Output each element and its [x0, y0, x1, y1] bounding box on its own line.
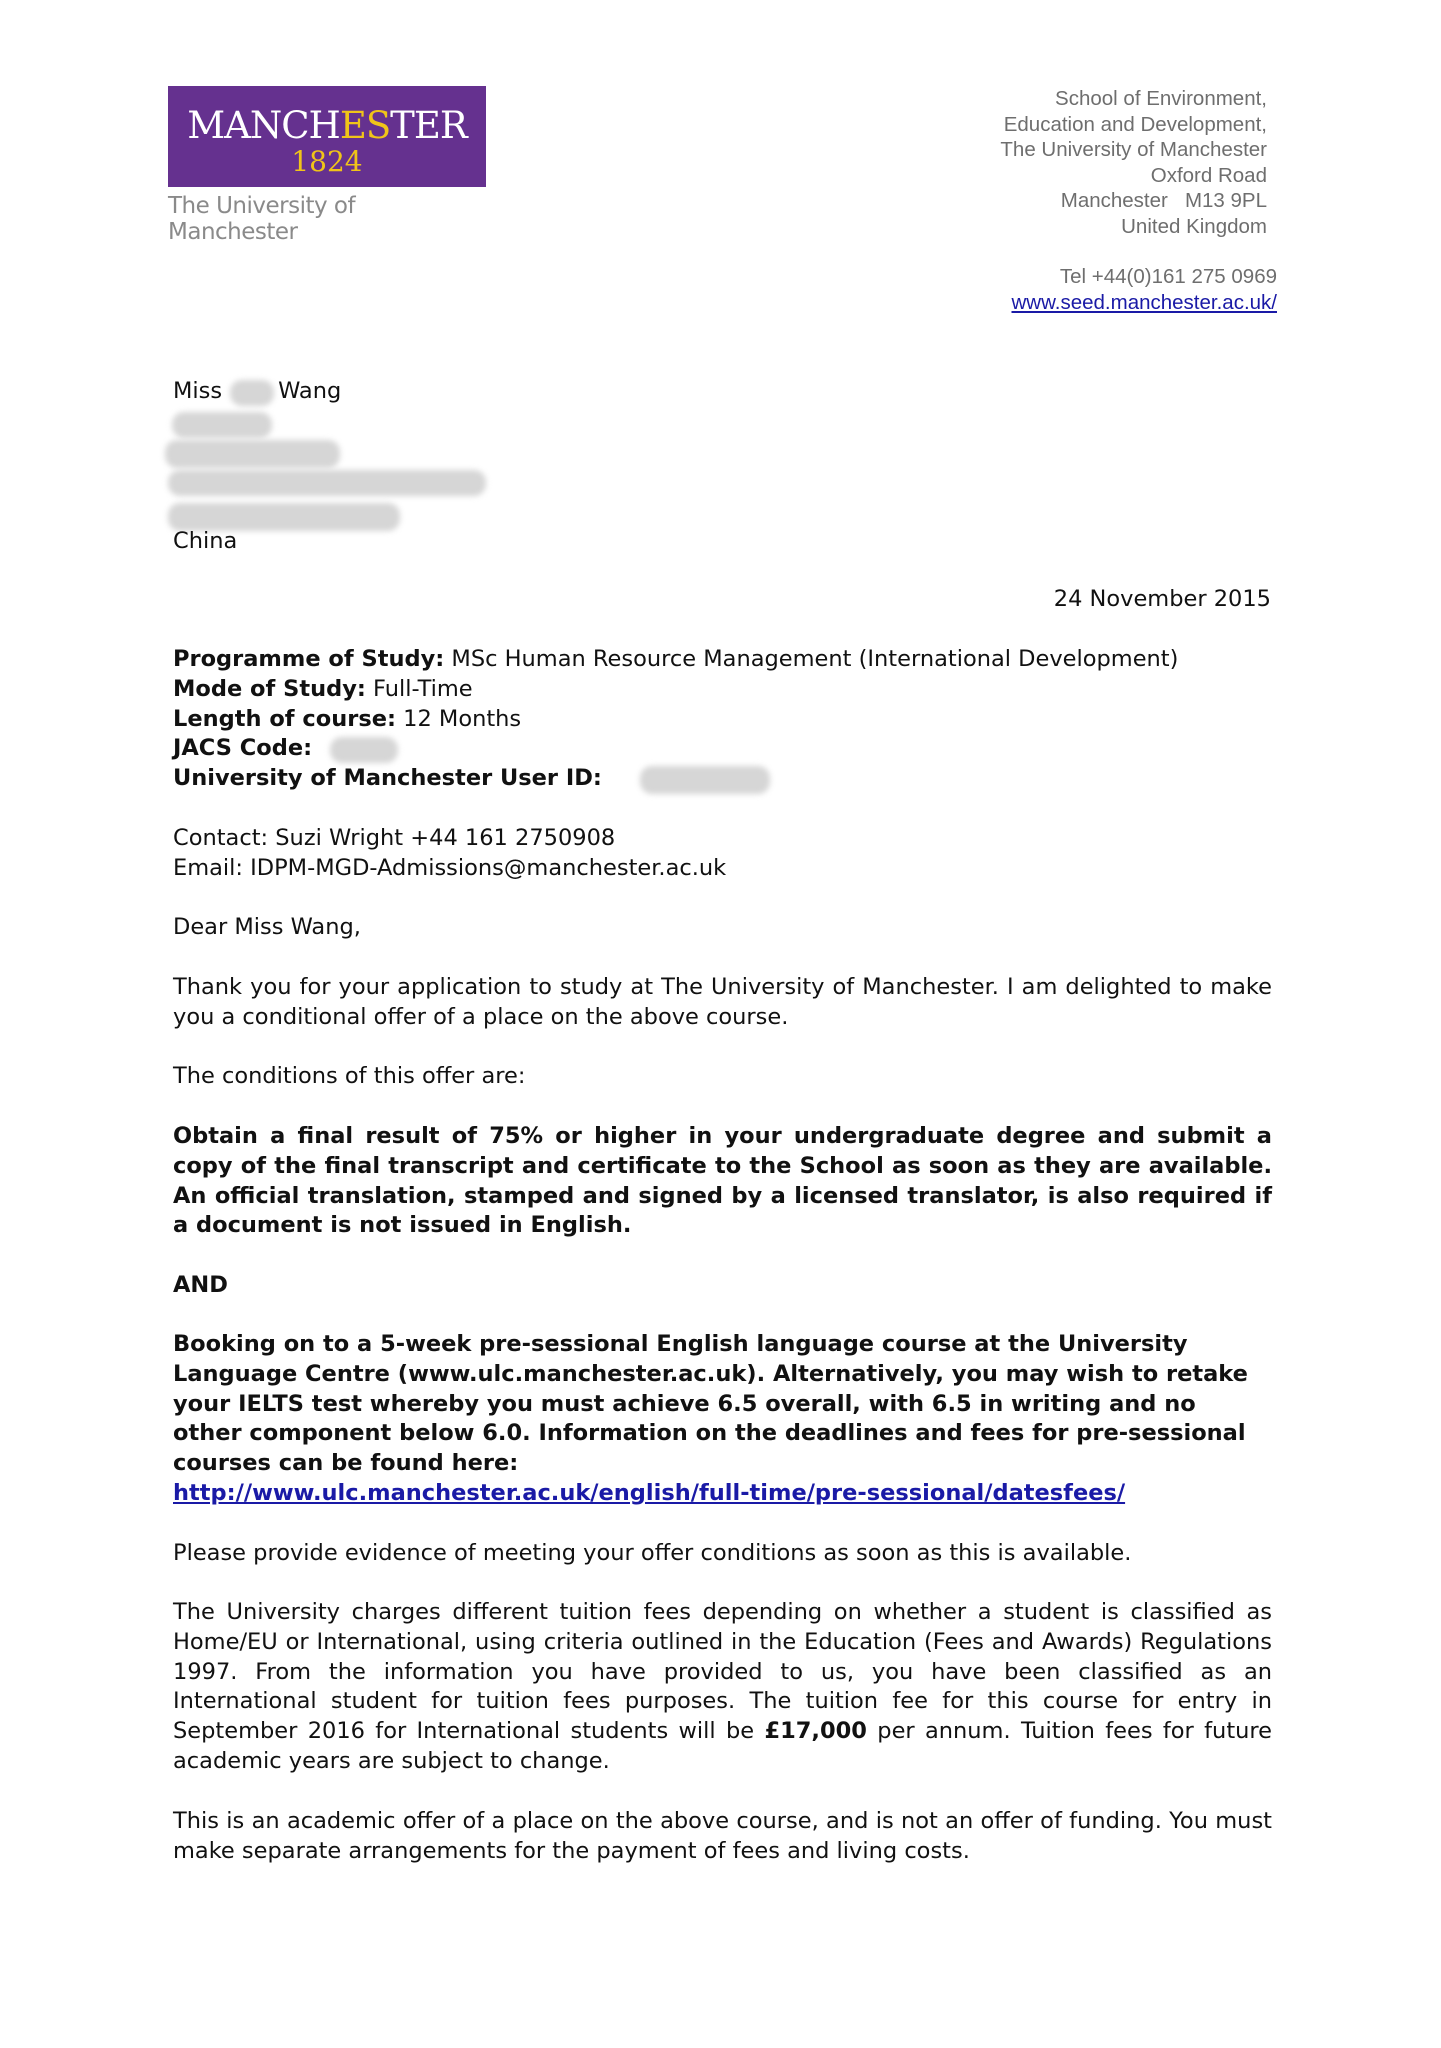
- school-website-link[interactable]: www.seed.manchester.ac.uk/: [1011, 290, 1277, 314]
- condition-1: Obtain a final result of 75% or higher in your undergraduate degree and submit a copy of the final transcript and certificate to the School as soon as they are available. An official translation, stamped and signed by a licensed translator, is also required if a document is not issued in English.: [173, 1123, 1272, 1239]
- contact-block: [173, 824, 1273, 884]
- recipient-surname: Wang: [278, 378, 342, 404]
- address-line: Education and Development,: [1003, 112, 1267, 136]
- redacted-firstname: [230, 380, 274, 406]
- address-line: United Kingdom: [1121, 214, 1267, 238]
- paragraph-fees: [173, 1598, 1272, 1777]
- conditions-and: AND: [173, 1272, 228, 1298]
- paragraph-funding: This is an academic offer of a place on the above course, and is not an offer of funding. You must make separate arrangements for the payment of fees and living costs.: [173, 1808, 1272, 1864]
- recipient-title: Miss: [173, 378, 223, 404]
- redacted-user-id: [640, 766, 770, 794]
- redacted-address-2: [165, 440, 340, 468]
- school-telephone: Tel +44(0)161 275 0969: [1059, 265, 1277, 288]
- greeting: Dear Miss Wang,: [173, 914, 361, 940]
- mode-value: Full-Time: [373, 675, 473, 702]
- email-line: Email: IDPM-MGD-Admissions@manchester.ac.uk: [173, 854, 727, 881]
- length-value: 12 Months: [403, 705, 522, 732]
- address-line: Oxford Road: [1150, 163, 1267, 187]
- condition-2-text: Booking on to a 5-week pre-sessional English language course at the University Language Centre (www.ulc.manchester.ac.uk). Alternatively, you may wish to retake your IELTS test whereby you must achieve 6.5 overall, with 6.5 in writing and no other component below 6.0. Information on the deadlines and fees for pre-sessional courses can be found here:: [173, 1331, 1248, 1477]
- address-line: School of Environment,: [1055, 87, 1267, 110]
- university-logo: [168, 86, 486, 187]
- school-address: [1000, 86, 1277, 315]
- programme-study-value: MSc Human Resource Management (International Development): [451, 646, 1179, 672]
- address-line: The University of Manchester: [1000, 138, 1267, 161]
- fees-text-b: per annum. Tuition fees for future academic years are subject to change.: [173, 1718, 1272, 1774]
- address-line: Manchester M13 9PL: [1060, 189, 1267, 212]
- length-label: Length of course:: [173, 705, 396, 732]
- presessional-fees-link[interactable]: http://www.ulc.manchester.ac.uk/english/full-time/pre-sessional/datesfees/: [173, 1479, 1126, 1506]
- jacs-label: JACS Code:: [173, 735, 313, 762]
- conditions-intro: The conditions of this offer are:: [173, 1063, 526, 1089]
- redacted-address-1: [172, 412, 272, 438]
- condition-2: [173, 1330, 1272, 1509]
- paragraph-evidence: Please provide evidence of meeting your offer conditions as soon as this is available.: [173, 1540, 1132, 1566]
- userid-label: University of Manchester User ID:: [173, 765, 602, 792]
- redacted-jacs-code: [330, 737, 398, 763]
- logo-wordmark: MANCHESTER: [187, 104, 467, 147]
- fee-amount: £17,000: [764, 1718, 867, 1745]
- logo-subtitle: The University of Manchester: [168, 193, 356, 245]
- paragraph-intro: Thank you for your application to study at The University of Manchester. I am delighted to make you a conditional offer of a place on the above course.: [173, 974, 1272, 1030]
- letter-date: 24 November 2015: [1053, 586, 1271, 612]
- programme-study-label: Programme of Study:: [173, 646, 445, 672]
- contact-line: Contact: Suzi Wright +44 161 2750908: [173, 825, 616, 851]
- recipient-address: [173, 377, 1273, 407]
- logo-year: 1824: [291, 145, 363, 178]
- fees-text-a: The University charges different tuition fees depending on whether a student is classified as Home/EU or International, using criteria outlined in the Education (Fees and Awards) Regulations 1997. From the information you have provided to us, you have been classified as an International student for tuition fees purposes. The tuition fee for this course for entry in September 2016 for International students will be: [173, 1599, 1272, 1745]
- mode-label: Mode of Study:: [173, 675, 366, 702]
- redacted-address-3: [168, 470, 486, 496]
- recipient-country: China: [173, 528, 238, 554]
